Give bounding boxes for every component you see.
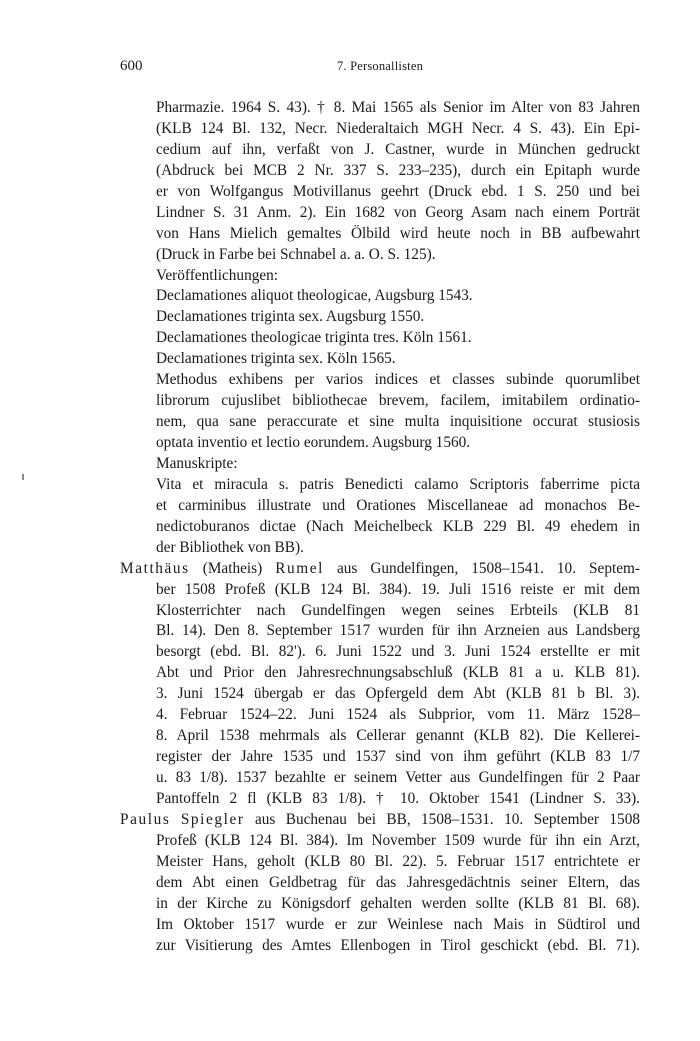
text-line: nedictoburanos dictae (Nach Meichelbeck KLB 229 Bl. 49 ehedem in <box>156 517 640 535</box>
text-line: register der Jahre 1535 und 1537 sind von ihm geführt (KLB 83 1/7 <box>156 748 640 766</box>
line-text <box>170 811 180 828</box>
text-line: 3. Juni 1524 übergab er das Opfergeld dem Abt (KLB 81 b Bl. 3). <box>156 685 640 703</box>
text-line: 8. April 1538 mehrmals als Cellerar genannt (KLB 82). Die Kellerei- <box>156 727 640 745</box>
text-line: besorgt (ebd. Bl. 82'). 6. Juni 1522 und 3. Juni 1524 erstellte er mit <box>156 643 640 661</box>
text-line: Lindner S. 31 Anm. 2). Ein 1682 von Georg Asam nach einem Porträt <box>156 203 640 221</box>
text-line: der Bibliothek von BB). <box>156 538 304 556</box>
text-line: Methodus exhibens per varios indices et classes subinde quorumlibet <box>156 371 640 389</box>
text-line <box>120 810 640 831</box>
text-line: Declamationes aliquot theologicae, Augsburg 1543. <box>156 287 473 305</box>
body-text <box>120 98 640 956</box>
text-line: u. 83 1/8). 1537 bezahlte er seinem Vetter aus Gundelfingen für 2 Paar <box>156 769 640 786</box>
text-line: dem Abt einen Geldbetrag für das Jahresgedächtnis seiner Eltern, das <box>156 873 640 891</box>
text-line: (Druck in Farbe bei Schnabel a. a. O. S. 125). <box>156 245 436 263</box>
text-line: 4. Februar 1524–22. Juni 1524 als Subprior, vom 11. März 1528– <box>156 706 640 724</box>
text-line: Meister Hans, geholt (KLB 80 Bl. 22). 5. Februar 1517 entrichtete er <box>156 852 640 870</box>
person-name: Matthäus <box>120 559 190 577</box>
text-line: et carminibus illustrate und Orationes Miscellaneae ad monachos Be- <box>156 496 640 514</box>
text-line: optata inventio et lectio eorundem. Augsburg 1560. <box>156 434 471 451</box>
text-line: Declamationes theologicae triginta tres. Köln 1561. <box>156 329 472 347</box>
person-surname: Spiegler <box>180 810 245 828</box>
margin-mark <box>22 474 24 480</box>
text-line: Im Oktober 1517 wurde er zur Weinlese nach Mais in Südtirol und <box>156 915 640 933</box>
page-header <box>120 58 640 80</box>
text-line: cedium auf ihn, verfaßt von J. Castner, wurde in München gedruckt <box>156 140 640 158</box>
text-line: Declamationes triginta sex. Augsburg 1550. <box>156 308 425 326</box>
text-line: Bl. 14). Den 8. September 1517 wurden für ihn Arzneien aus Landsberg <box>156 622 640 640</box>
text-line: zur Visitierung des Amtes Ellenbogen in Tirol geschickt (ebd. Bl. 71). <box>156 936 640 954</box>
text-line: Pharmazie. 1964 S. 43). † 8. Mai 1565 als Senior im Alter von 83 Jahren <box>156 99 640 116</box>
text-line: (KLB 124 Bl. 132, Necr. Niederaltaich MGH Necr. 4 S. 43). Ein Epi- <box>156 119 640 137</box>
text-line: Abt und Prior den Jahresrechnungsabschluß (KLB 81 a u. KLB 81). <box>156 664 640 682</box>
text-line: librorum cujuslibet bibliothecae brevem, facilem, imitabilem ordinatio- <box>156 392 640 410</box>
line-text: aus Buchenau bei BB, 1508–1531. 10. September 1508 <box>244 810 640 828</box>
person-name: Paulus <box>120 810 171 828</box>
text-line: er von Wolfgangus Motivillanus geehrt (Druck ebd. 1 S. 250 und bei <box>156 182 640 200</box>
page-number: 600 <box>120 58 143 74</box>
text-line: (Abdruck bei MCB 2 Nr. 337 S. 233–235), durch ein Epitaph wurde <box>156 161 640 179</box>
text-line: von Hans Mielich gemaltes Ölbild wird heute noch in BB aufbewahrt <box>156 224 640 242</box>
text-line: ber 1508 Profeß (KLB 124 Bl. 384). 19. Juli 1516 reiste er mit dem <box>156 580 640 598</box>
text-line <box>120 559 640 580</box>
running-head: 7. Personallisten <box>336 59 424 73</box>
text-line: Vita et miracula s. patris Benedicti calamo Scriptoris faberrime picta <box>156 475 640 493</box>
person-surname: Rumel <box>275 559 324 577</box>
text-line: Declamationes triginta sex. Köln 1565. <box>156 350 396 368</box>
line-text: (Matheis) <box>189 559 276 577</box>
text-line: Veröffentlichungen: <box>156 266 279 284</box>
text-line: in der Kirche zu Königsdorf gehalten werden sollte (KLB 81 Bl. 68). <box>156 894 640 912</box>
text-line: nem, qua sane peraccurate et sine multa inquisitione occurat stusiosis <box>156 413 640 431</box>
text-line: Manuskripte: <box>156 454 238 472</box>
text-line: Klosterrichter nach Gundelfingen wegen seines Erbteils (KLB 81 <box>156 601 640 619</box>
text-line: Pantoffeln 2 fl (KLB 83 1/8). † 10. Oktober 1541 (Lindner S. 33). <box>156 789 640 807</box>
text-line: Profeß (KLB 124 Bl. 384). Im November 1509 wurde für ihn ein Arzt, <box>156 831 640 849</box>
line-text: aus Gundelfingen, 1508–1541. 10. Septem- <box>323 559 640 577</box>
